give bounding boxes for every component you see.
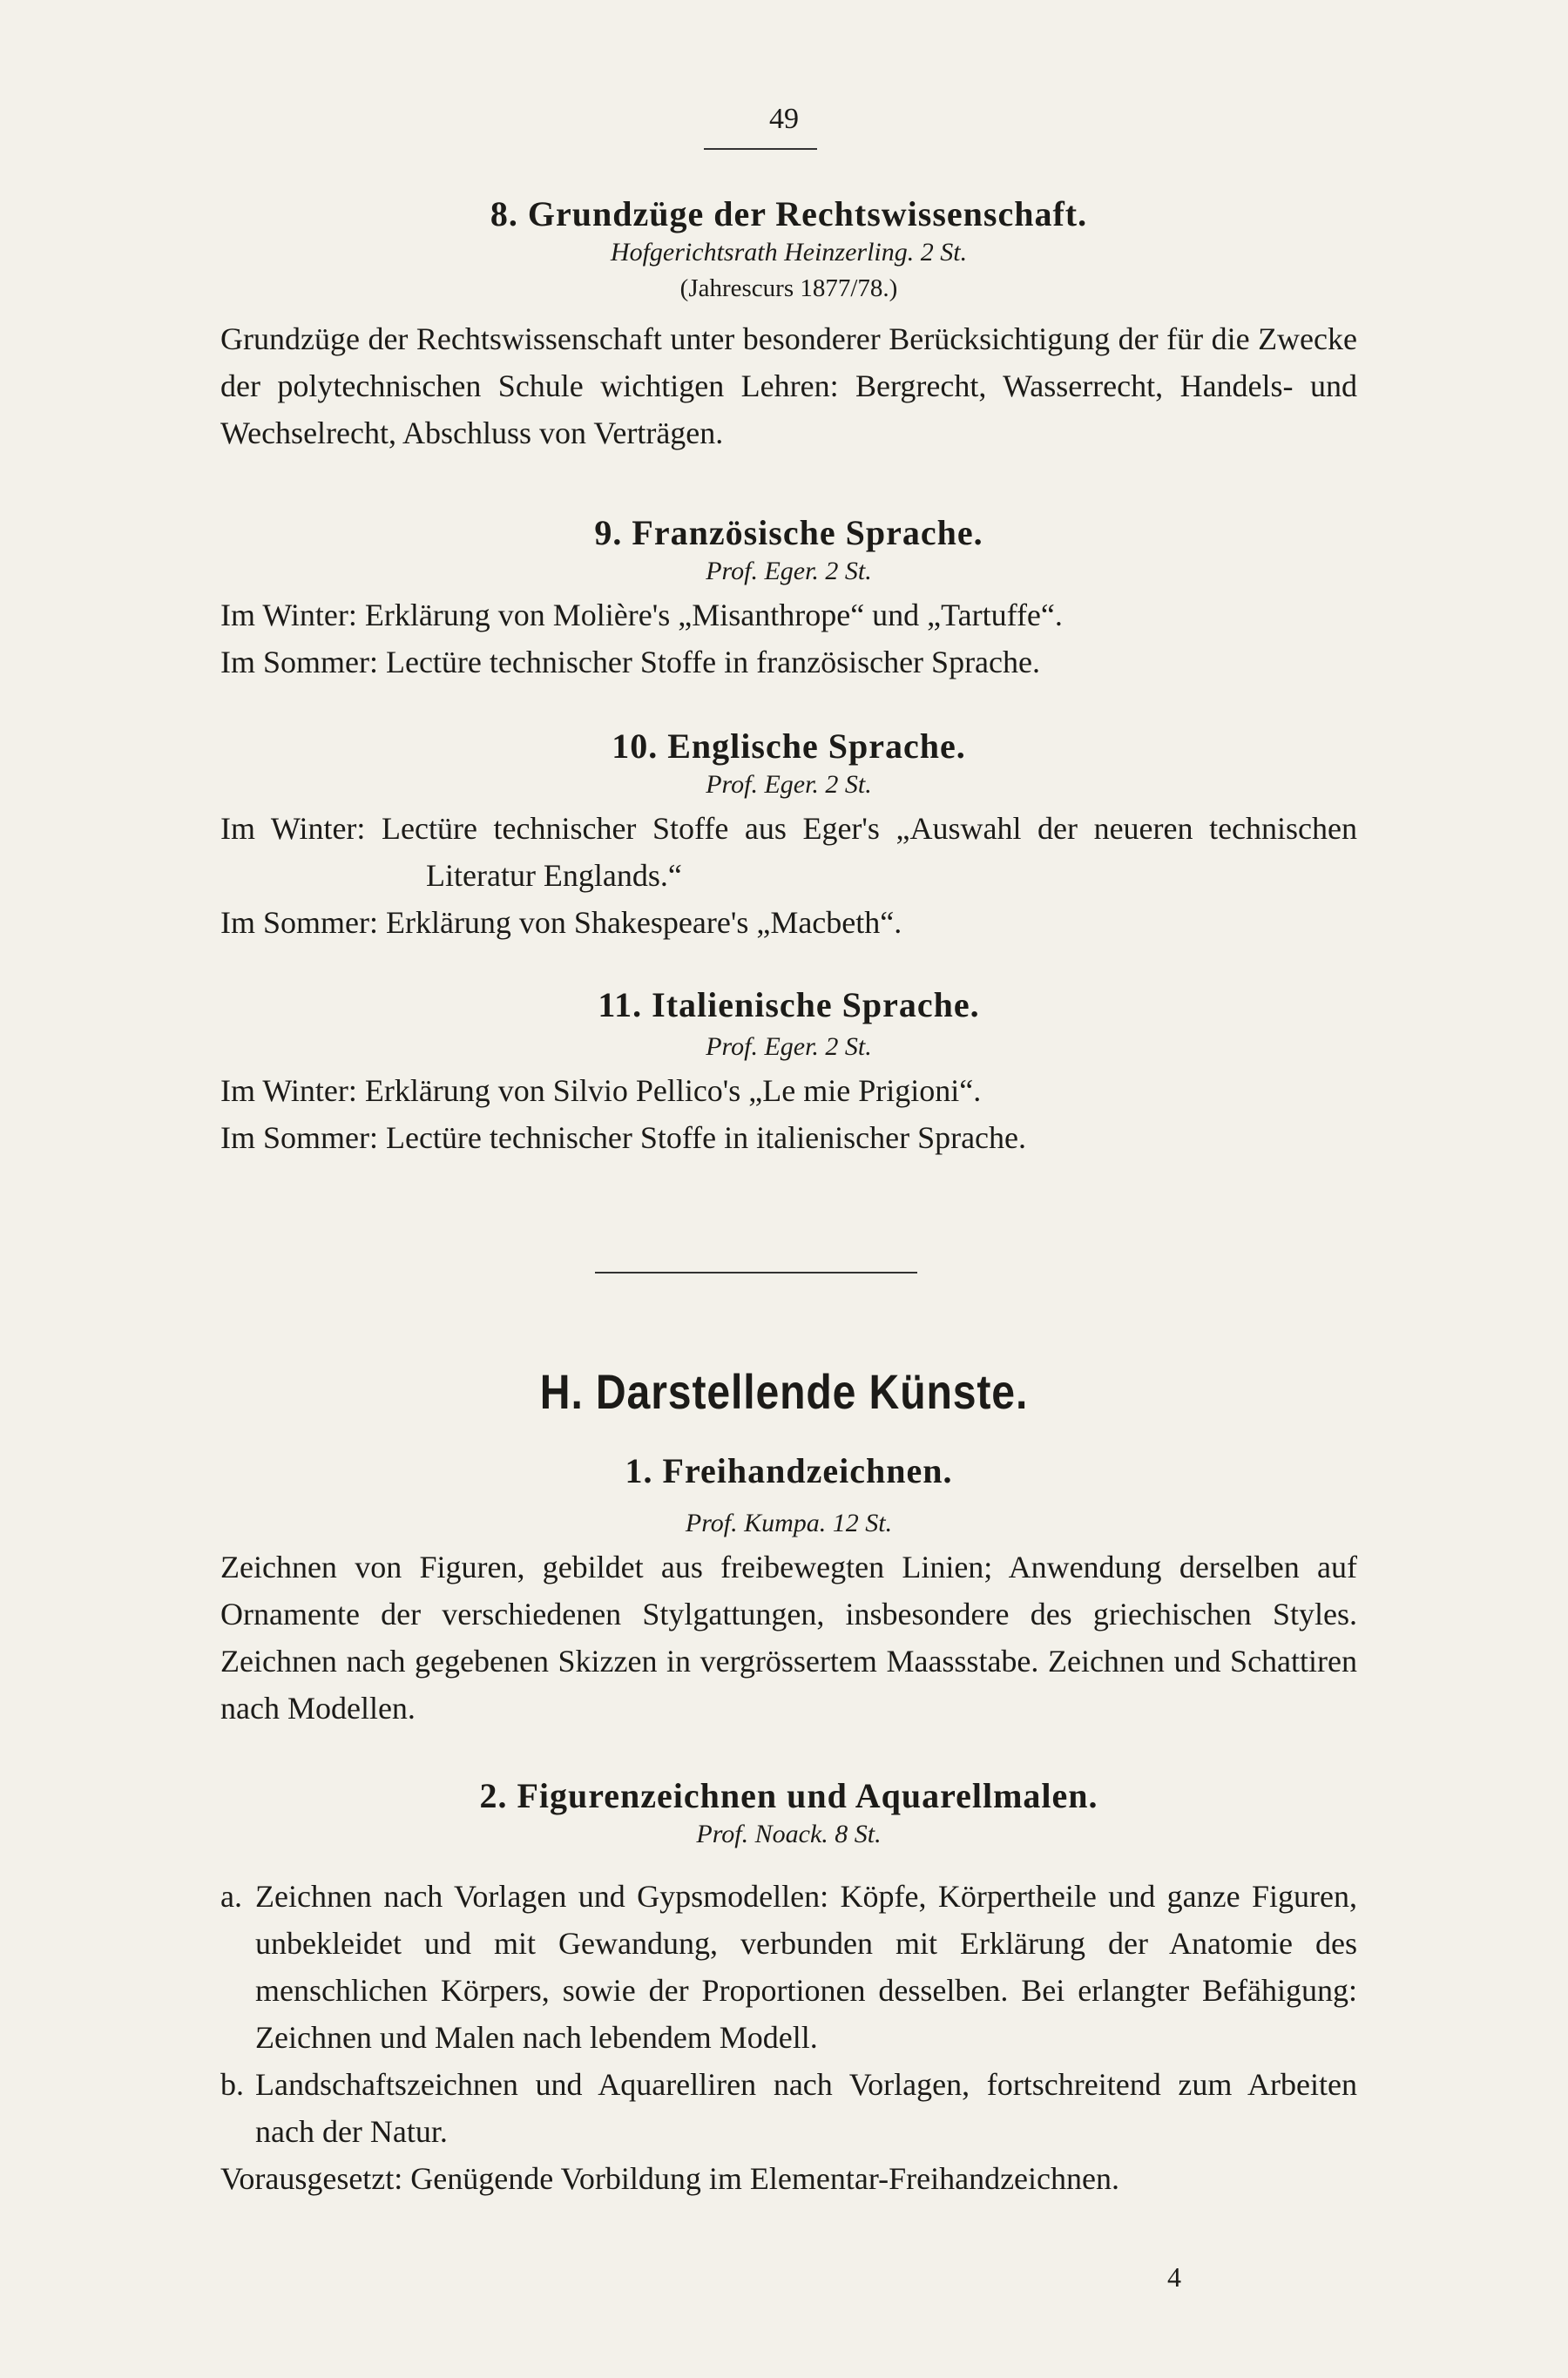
section-11-summer: Im Sommer: Lectüre technischer Stoffe in italienischer Sprache. [220,1120,1027,1155]
section-10-teacher: Prof. Eger. 2 St. [706,770,872,799]
section-11-teacher: Prof. Eger. 2 St. [706,1032,872,1061]
list-item-marker: a. [220,1879,242,1914]
section-8-text: Grundzüge der Rechtswissenschaft unter besonderer Berücksichtigung der für die Zwecke der polytechnischen Schule wichtigen Lehren: Bergrecht, Wasserrecht, Handels- und Wechselrecht, Abschluss von Verträgen. [220,321,1357,450]
part-h-section-2 [220,1775,1357,1849]
part-h-section-1-teacher: Prof. Kumpa. 12 St. [685,1509,893,1537]
section-9-winter: Im Winter: Erklärung von Molière's „Misanthrope“ und „Tartuffe“. [220,598,1063,632]
section-8-title: 8. Grundzüge der Rechtswissenschaft. [490,194,1088,233]
section-divider [595,1272,917,1273]
section-8-teacher: Hofgerichtsrath Heinzerling. 2 St. [610,238,968,267]
section-9-teacher: Prof. Eger. 2 St. [706,557,872,585]
page-number-rule [704,148,817,150]
list-item-text: Landschaftszeichnen und Aquarelliren nach Vorlagen, fortschreitend zum Arbeiten nach der Natur. [255,2067,1357,2149]
list-item [220,1873,1357,2061]
section-10-summer: Im Sommer: Erklärung von Shakespeare's „Macbeth“. [220,905,902,940]
section-9-summer: Im Sommer: Lectüre technischer Stoffe in französischer Sprache. [220,645,1040,679]
part-h-section-2-prerequisite: Vorausgesetzt: Genügende Vorbildung im Elementar-Freihandzeichnen. [220,2161,1119,2196]
part-h-section-1-text: Zeichnen von Figuren, gebildet aus freibewegten Linien; Anwendung derselben auf Ornamente der verschiedenen Stylgattungen, insbesondere des griechischen Styles. Zeichnen nach gegebenen Skizzen in vergrössertem Maassstabe. Zeichnen und Schattiren nach Modellen. [220,1550,1357,1726]
section-8-note: (Jahrescurs 1877/78.) [679,274,898,302]
list-item-marker: b. [220,2067,244,2102]
list-item-text: Zeichnen nach Vorlagen und Gypsmodellen: Köpfe, Körpertheile und ganze Figuren, unbekleidet und mit Gewandung, verbunden mit Erklärung der Anatomie des menschlichen Körpers, sowie der Proportionen desselben. Bei erlangter Befähigung: Zeichnen und Malen nach lebendem Modell. [255,1879,1357,2055]
signature-mark: 4 [1167,2261,1181,2293]
section-11-winter: Im Winter: Erklärung von Silvio Pellico's „Le mie Prigioni“. [220,1073,982,1108]
part-h-section-2-title: 2. Figurenzeichnen und Aquarellmalen. [479,1776,1098,1815]
part-h-section-2-items [220,1873,1357,2202]
section-9 [220,512,1357,686]
part-h-section-1 [220,1450,1357,1732]
part-h-section-2-teacher: Prof. Noack. 8 St. [696,1820,882,1848]
section-11 [220,984,1357,1161]
section-11-title: 11. Italienische Sprache. [598,985,980,1024]
page-number: 49 [769,103,799,135]
section-9-title: 9. Französische Sprache. [594,513,983,552]
part-h-title: H. Darstellende Künste. [539,1364,1029,1419]
section-10-title: 10. Englische Sprache. [612,726,966,766]
list-item [220,2061,1357,2155]
section-10-winter: Im Winter: Lectüre technischer Stoffe aus Eger's „Auswahl der neueren technischen Literatur Englands.“ [220,811,1357,893]
section-10 [220,726,1357,946]
section-8 [220,193,1357,456]
part-h-section-1-title: 1. Freihandzeichnen. [625,1451,953,1490]
